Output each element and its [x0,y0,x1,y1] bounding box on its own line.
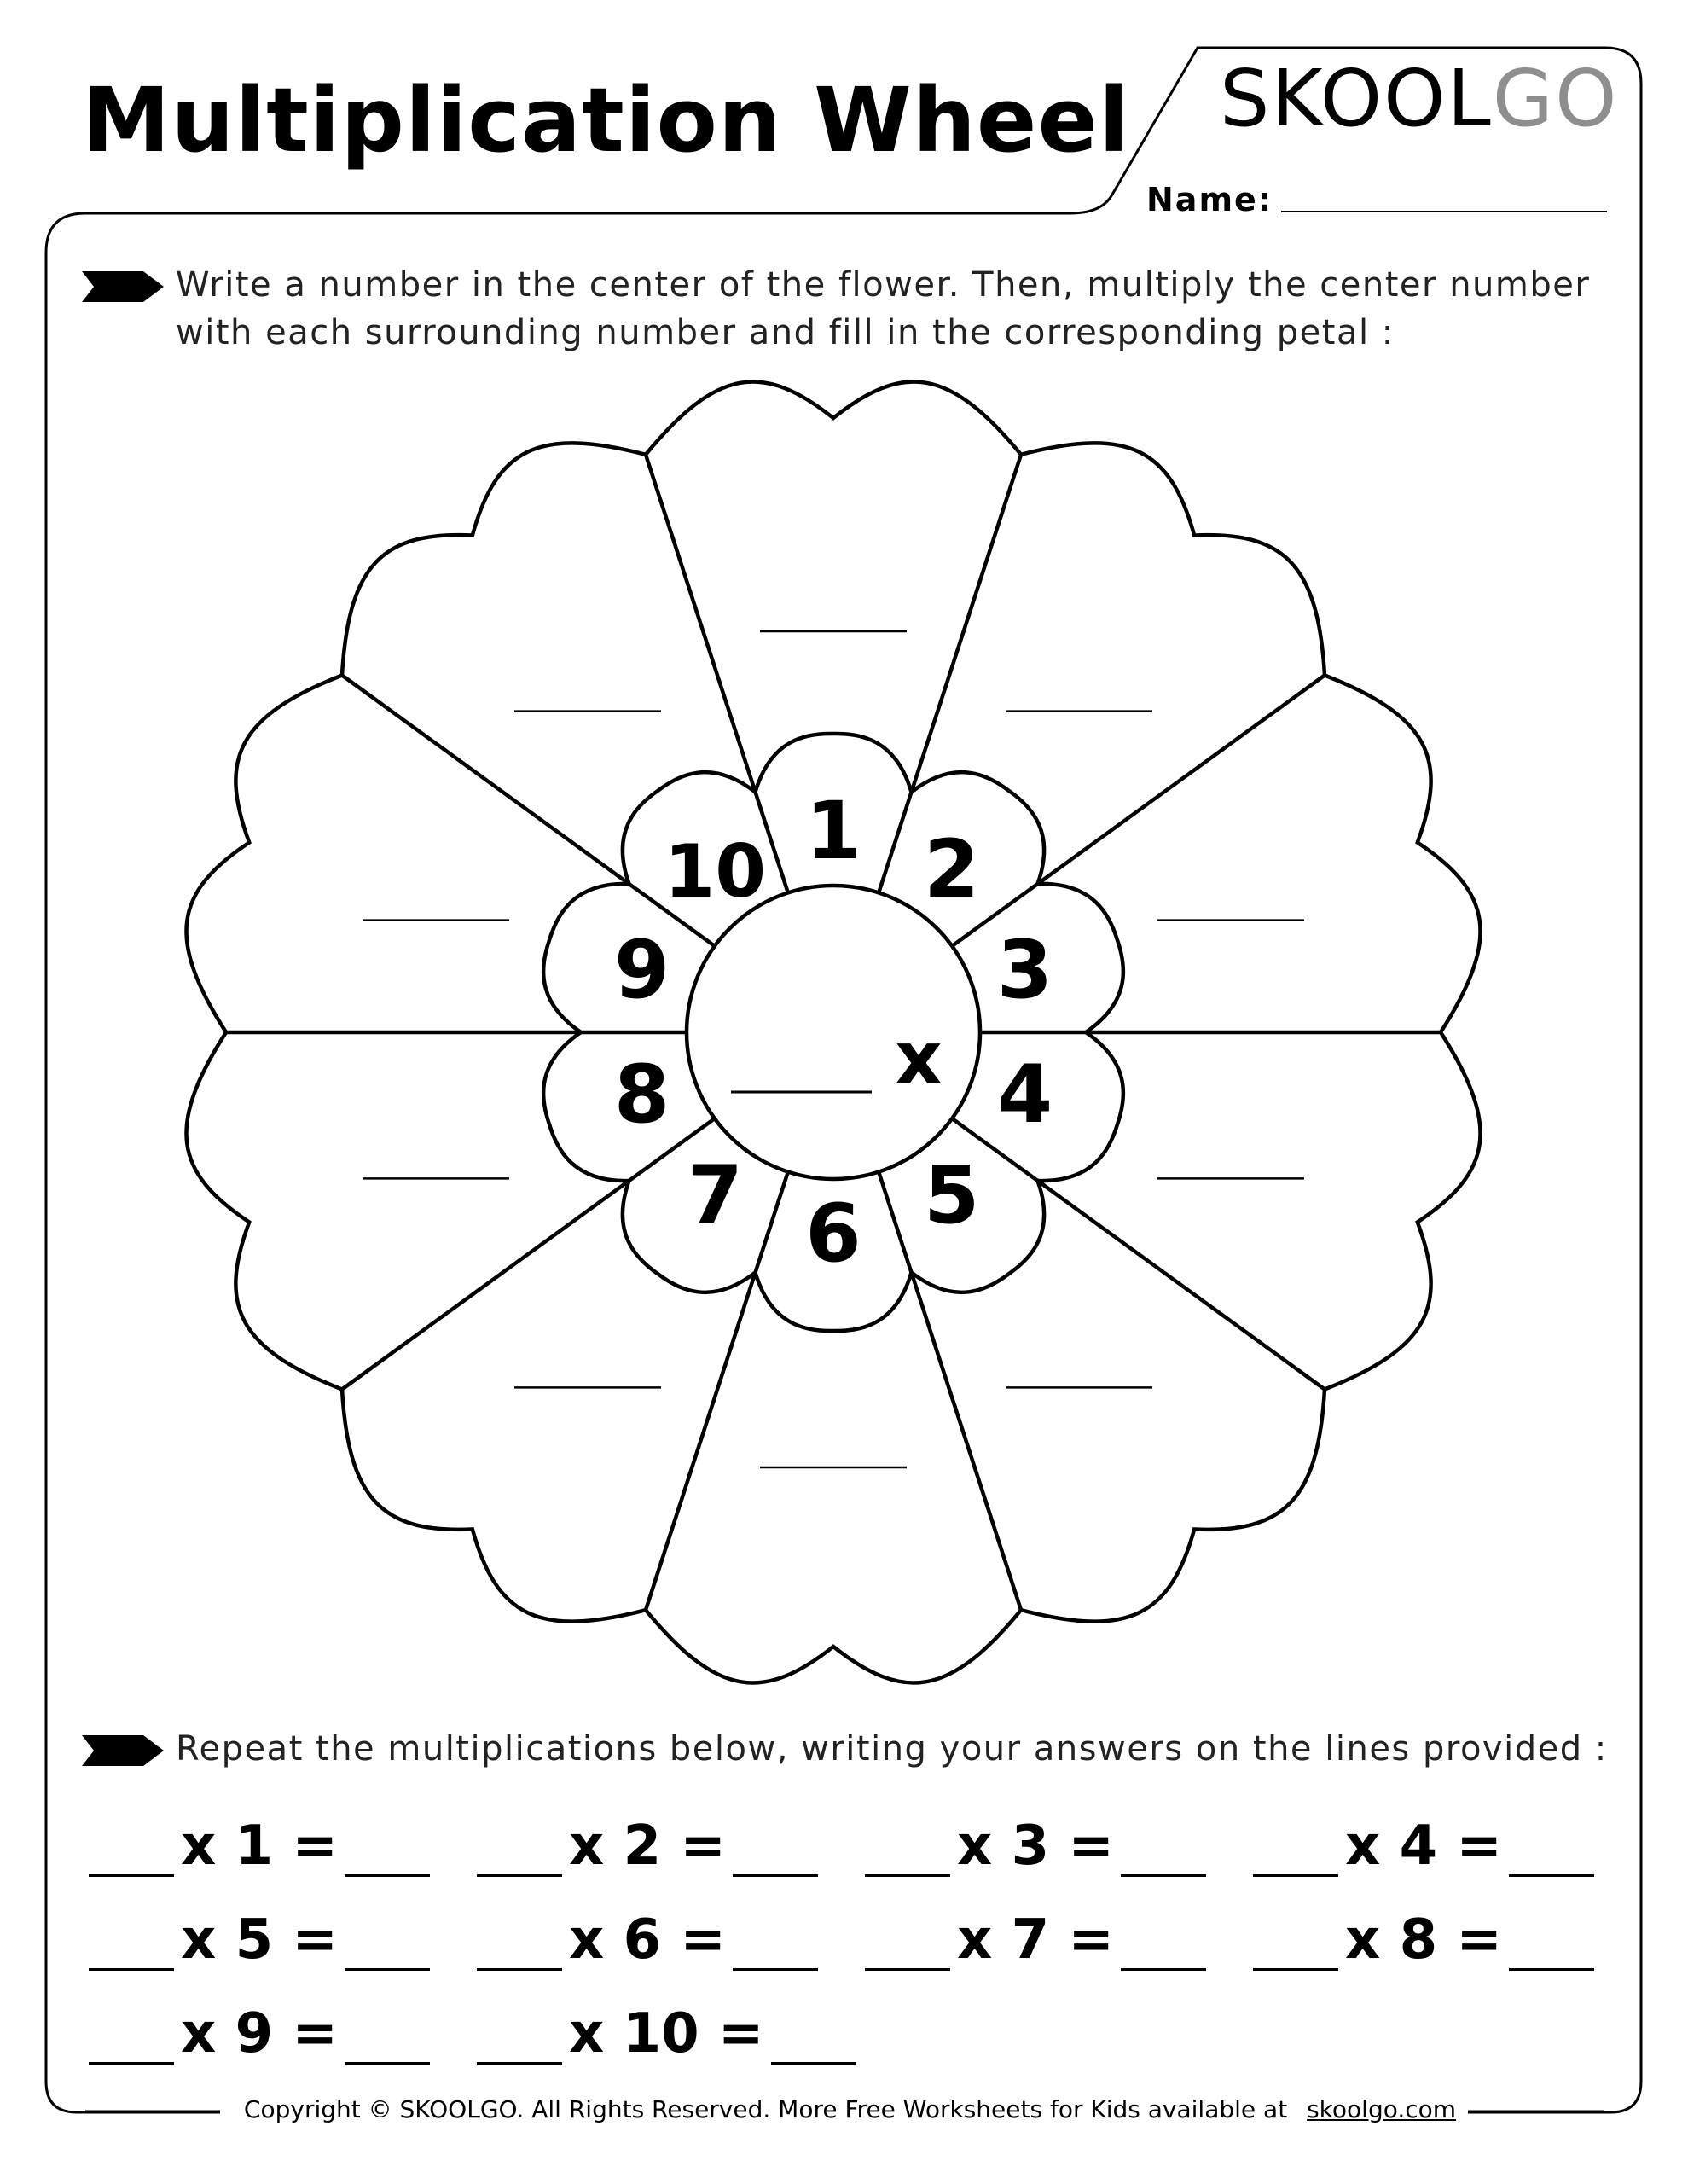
multiplicand-blank[interactable] [477,1914,562,1971]
equation-expression: x 6 = [569,1908,726,1972]
petal-divider [342,675,629,884]
footer-link[interactable]: skoolgo.com [1307,2095,1457,2123]
wheel-number: 5 [924,1148,980,1242]
footer-text: Copyright © SKOOLGO. All Rights Reserved. More Free Worksheets for Kids available at [232,2095,1299,2123]
answer-blank[interactable] [345,1820,430,1877]
equation-row [89,1815,1624,1892]
petal-divider [646,1273,756,1611]
answer-blank[interactable] [1509,1820,1594,1877]
footer [0,2095,1688,2123]
equation [477,1909,818,1986]
multiplicand-blank[interactable] [477,1820,562,1877]
wheel-number: 1 [805,785,861,878]
answer-blank[interactable] [345,2007,430,2065]
multiplicand-blank[interactable] [89,1914,174,1971]
wheel-number: 3 [996,924,1053,1018]
equation [477,2003,856,2080]
arrow-bullet-icon [82,271,164,302]
brand-logo [1220,53,1619,144]
brand-accent: GO [1492,53,1619,144]
equation [89,1909,430,1986]
equation-row [89,2003,1624,2080]
page-title: Multiplication Wheel [82,68,1130,172]
petal-divider [911,455,1021,793]
equation-expression: x 9 = [181,2002,338,2065]
petal-divider [1037,675,1325,884]
equation-expression: x 2 = [569,1815,726,1878]
instruction-second: Repeat the multiplications below, writing your answers on the lines provided : [176,1729,1608,1769]
wheel-number: 7 [687,1148,743,1242]
equation [89,1815,430,1892]
wheel-number: 9 [613,924,670,1018]
equation [1253,1909,1594,1986]
multiplicand-blank[interactable] [865,1820,950,1877]
equation-expression: x 8 = [1345,1908,1502,1972]
name-label: Name: [1146,181,1273,218]
wheel-number: 6 [805,1188,861,1281]
multiplication-flower [186,382,1480,1683]
multiplicand-blank[interactable] [477,2007,562,2065]
answer-blank[interactable] [733,1914,818,1971]
wheel-number: 8 [613,1048,670,1141]
equation-expression: x 3 = [957,1815,1114,1878]
equation [477,1815,818,1892]
equation [865,1815,1206,1892]
petal-divider [911,1273,1021,1611]
wheel-number: 10 [664,829,767,915]
equation-expression: x 1 = [181,1815,338,1878]
brand-prefix: SKOOL [1220,53,1493,144]
multiplicand-blank[interactable] [89,1820,174,1877]
center-times-symbol: x [895,1016,943,1101]
multiplicand-blank[interactable] [89,2007,174,2065]
equation-expression: x 4 = [1345,1815,1502,1878]
multiplicand-blank[interactable] [1253,1820,1338,1877]
arrow-bullet-icon [82,1735,164,1766]
equation-expression: x 10 = [569,2002,764,2065]
petal-divider [646,455,756,793]
answer-blank[interactable] [345,1914,430,1971]
equation-expression: x 5 = [181,1908,338,1972]
equation [1253,1815,1594,1892]
answer-blank[interactable] [1509,1914,1594,1971]
answer-blank[interactable] [1121,1914,1206,1971]
multiplicand-blank[interactable] [1253,1914,1338,1971]
multiplicand-blank[interactable] [865,1914,950,1971]
answer-blank[interactable] [1121,1820,1206,1877]
equation-row [89,1909,1624,1986]
answer-blank[interactable] [733,1820,818,1877]
instruction-first: Write a number in the center of the flower. Then, multiply the center number with each surrounding number and fill in the corresponding petal : [176,265,1591,352]
equation [89,2003,430,2080]
wheel-number: 4 [996,1048,1053,1141]
wheel-number: 2 [924,823,980,917]
answer-blank[interactable] [771,2007,856,2065]
equation [865,1909,1206,1986]
equation-expression: x 7 = [957,1908,1114,1972]
petal-divider [1037,1181,1325,1390]
petal-divider [342,1181,629,1390]
